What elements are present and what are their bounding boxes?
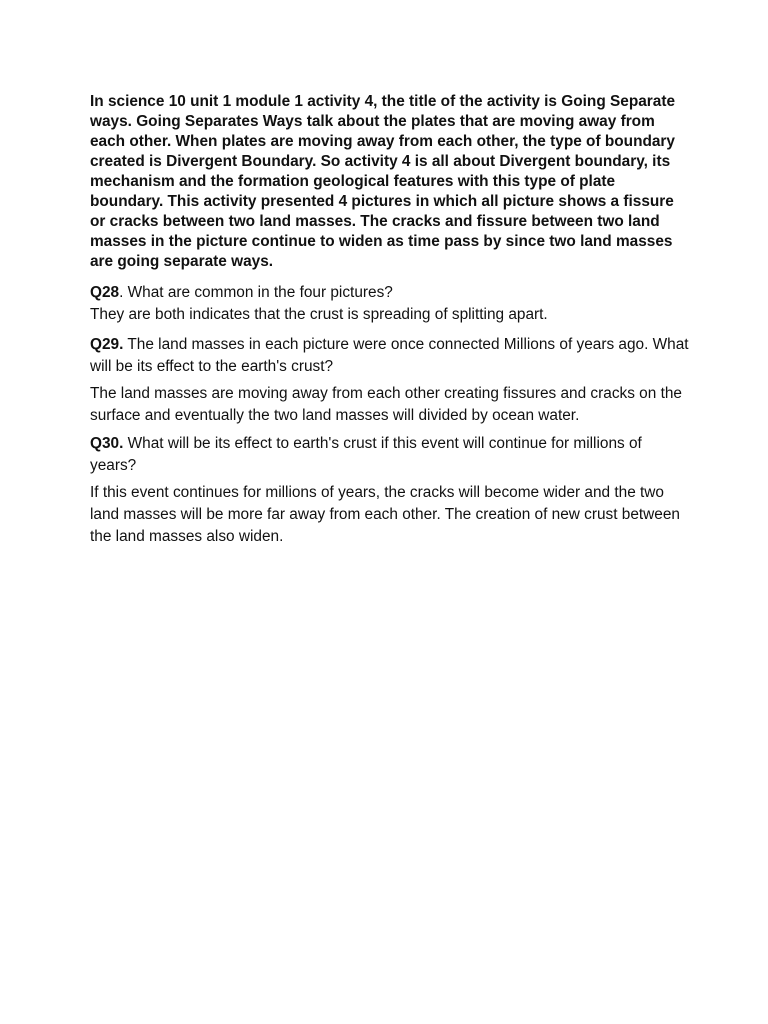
question-block-q29 xyxy=(90,334,690,427)
question-number: Q29. xyxy=(90,336,124,353)
question-text: What will be its effect to earth's crust if this event will continue for millions of years? xyxy=(90,435,642,474)
question-block-q30 xyxy=(90,433,690,548)
question-q30 xyxy=(90,433,690,477)
question-number: Q30. xyxy=(90,435,124,452)
document-page xyxy=(90,92,690,554)
intro-paragraph: In science 10 unit 1 module 1 activity 4, the title of the activity is Going Separate ways. Going Separates Ways talk about the plates that are moving away from each other. When plates are moving away from each other, the type of boundary created is Divergent Boundary. So activity 4 is all about Divergent boundary, its mechanism and the formation geological features with this type of plate boundary. This activity presented 4 pictures in which all picture shows a fissure or cracks between two land masses. The cracks and fissure between two land masses in the picture continue to widen as time pass by since two land masses are going separate ways. xyxy=(90,93,676,270)
question-text: The land masses in each picture were once connected Millions of years ago. What will be its effect to the earth's crust? xyxy=(90,336,689,375)
answer-q28: They are both indicates that the crust is spreading of splitting apart. xyxy=(90,306,548,323)
question-block-q28 xyxy=(90,282,690,326)
question-q28 xyxy=(90,282,690,304)
answer-q29: The land masses are moving away from each other creating fissures and cracks on the surface and eventually the two land masses will divided by ocean water. xyxy=(90,385,682,424)
question-q29 xyxy=(90,334,690,378)
question-text: . What are common in the four pictures? xyxy=(119,284,393,301)
question-number: Q28 xyxy=(90,284,120,301)
answer-q30: If this event continues for millions of years, the cracks will become wider and the two land masses will be more far away from each other. The creation of new crust between the land masses also widen. xyxy=(90,484,680,545)
